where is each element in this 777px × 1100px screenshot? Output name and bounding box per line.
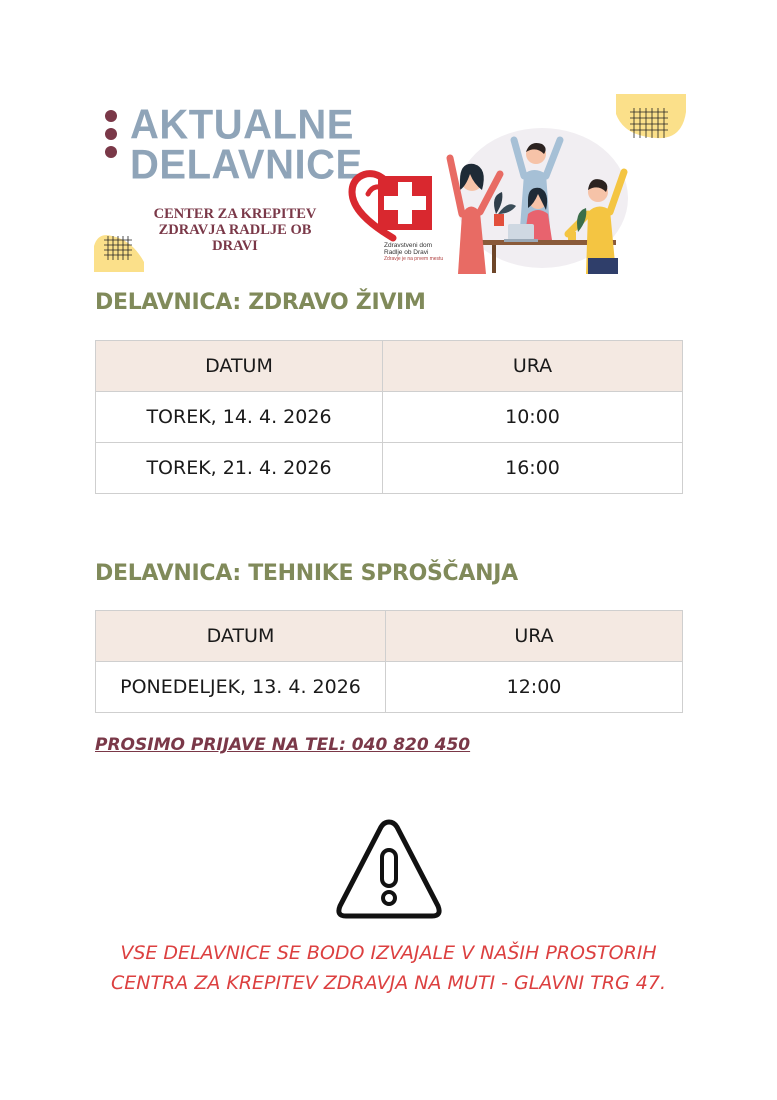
schedule-table-tehnike-sproscanja bbox=[95, 610, 683, 713]
table-row bbox=[96, 443, 683, 494]
location-notice bbox=[60, 938, 717, 998]
table-row bbox=[96, 392, 683, 443]
logo-name-line2: Radlje ob Dravi bbox=[384, 249, 429, 256]
warning-triangle-icon bbox=[334, 816, 444, 924]
schedule-table-zdravo-zivim bbox=[95, 340, 683, 494]
time-cell: 12:00 bbox=[386, 662, 683, 713]
column-header-time: URA bbox=[386, 611, 683, 662]
decorative-blob-left bbox=[94, 232, 144, 272]
table-header-row bbox=[96, 611, 683, 662]
table-row bbox=[96, 662, 683, 713]
organization-subtitle: CENTER ZA KREPITEV ZDRAVJA RADLJE OB DRAVI bbox=[153, 206, 317, 254]
page-title-line2: DELAVNICE bbox=[130, 141, 363, 189]
location-notice-line1: VSE DELAVNICE SE BODO IZVAJALE V NAŠIH PROSTORIH bbox=[120, 942, 657, 964]
registration-phone-link[interactable]: PROSIMO PRIJAVE NA TEL: 040 820 450 bbox=[95, 735, 471, 755]
location-notice-line2: CENTRA ZA KREPITEV ZDRAVJA NA MUTI - GLAVNI TRG 47. bbox=[111, 972, 666, 994]
workshop-heading-zdravo-zivim: DELAVNICA: ZDRAVO ŽIVIM bbox=[95, 290, 426, 315]
team-celebration-illustration bbox=[438, 128, 638, 274]
logo-tagline: Zdravje je na prvem mestu bbox=[384, 256, 444, 262]
column-header-date: DATUM bbox=[96, 611, 386, 662]
date-cell: TOREK, 14. 4. 2026 bbox=[96, 392, 383, 443]
time-cell: 16:00 bbox=[383, 443, 683, 494]
column-header-time: URA bbox=[383, 341, 683, 392]
column-header-date: DATUM bbox=[96, 341, 383, 392]
date-cell: TOREK, 21. 4. 2026 bbox=[96, 443, 383, 494]
workshop-heading-tehnike-sproscanja: DELAVNICA: TEHNIKE SPROŠČANJA bbox=[95, 561, 518, 586]
vertical-dots-icon bbox=[105, 110, 119, 164]
date-cell: PONEDELJEK, 13. 4. 2026 bbox=[96, 662, 386, 713]
table-header-row bbox=[96, 341, 683, 392]
page-title-line1: AKTUALNE bbox=[130, 101, 354, 149]
time-cell: 10:00 bbox=[383, 392, 683, 443]
logo-name-line1: Zdravstveni dom bbox=[384, 242, 433, 249]
